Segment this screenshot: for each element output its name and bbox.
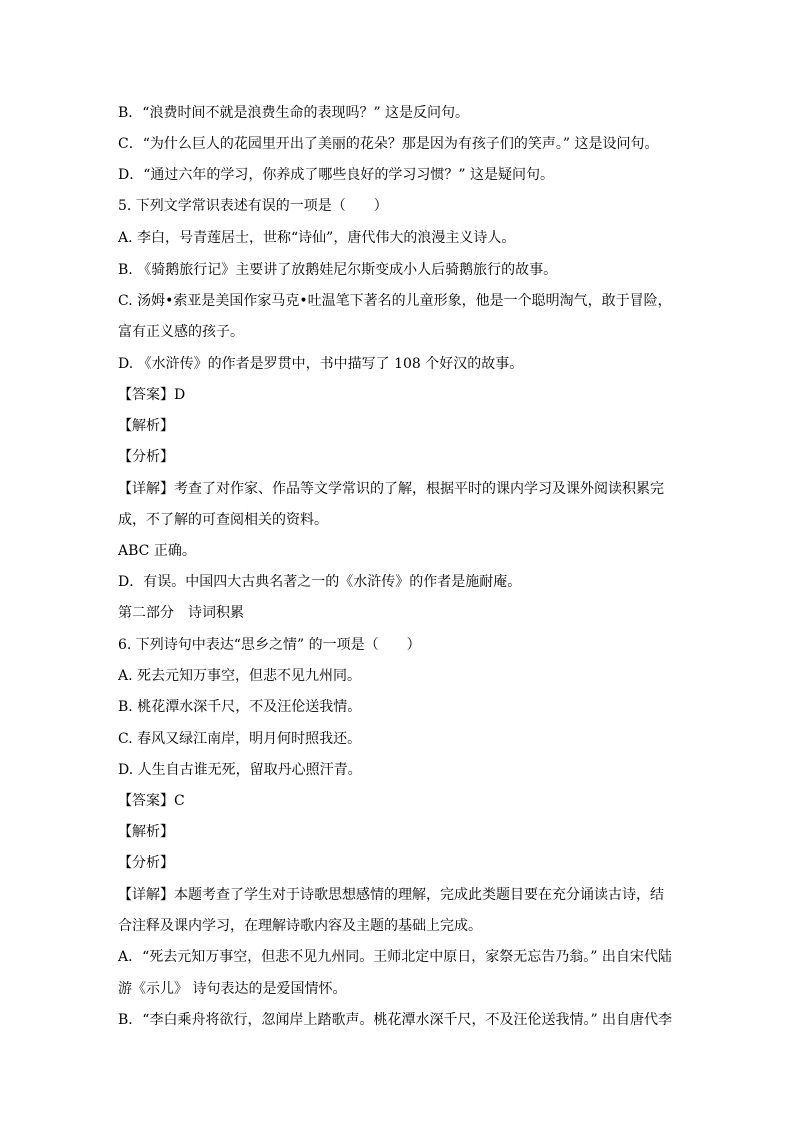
q5-option-c-continued: 富有正义感的孩子。 [118, 324, 244, 340]
section-2-heading: 第二部分 诗词积累 [118, 605, 244, 621]
q5-explanation-heading: 【解析】 [118, 418, 174, 434]
q5-analysis-heading: 【分析】 [118, 449, 174, 465]
q6-analysis-heading: 【分析】 [118, 855, 174, 871]
q6-option-a: A. 死去元知万事空，但悲不见九州同。 [118, 668, 362, 684]
option-c-self-answered-question: C．“为什么巨人的花园里开出了美丽的花朵？那是因为有孩子们的笑声。” 这是设问句。 [118, 136, 659, 152]
option-b-rhetorical-question: B．“浪费时间不就是浪费生命的表现吗？” 这是反问句。 [118, 105, 470, 121]
q5-option-c: C. 汤姆•索亚是美国作家马克•吐温笔下著名的儿童形象，他是一个聪明淘气，敢于冒险， [118, 293, 672, 309]
option-d-interrogative: D．“通过六年的学习，你养成了哪些良好的学习习惯？” 这是疑问句。 [118, 167, 554, 183]
q5-abc-correct: ABC 正确。 [118, 543, 196, 559]
q6-explain-a: A．“死去元知万事空，但悲不见九州同。王师北定中原日，家祭无忘告乃翁。” 出自宋代陆 [118, 949, 672, 965]
q5-detail-continued: 成，不了解的可查阅相关的资料。 [118, 512, 328, 528]
q6-explain-b: B．“李白乘舟将欲行，忽闻岸上踏歌声。桃花潭水深千尺，不及汪伦送我情。” 出自唐代李 [118, 1012, 673, 1028]
q6-explanation-heading: 【解析】 [118, 824, 174, 840]
q6-option-c: C. 春风又绿江南岸，明月何时照我还。 [118, 731, 362, 747]
question-6-stem: 6. 下列诗句中表达“思乡之情” 的一项是（ ） [118, 637, 421, 653]
q6-option-d: D. 人生自古谁无死，留取丹心照汗青。 [118, 762, 362, 778]
q5-option-d: D. 《水浒传》的作者是罗贯中，书中描写了 108 个好汉的故事。 [118, 356, 524, 372]
question-5-stem: 5. 下列文学常识表述有误的一项是（ ） [118, 198, 388, 214]
q5-option-a: A. 李白，号青莲居士，世称“诗仙”，唐代伟大的浪漫主义诗人。 [118, 230, 516, 246]
q6-detail: 【详解】本题考查了学生对于诗歌思想感情的理解，完成此类题目要在充分诵读古诗，结 [118, 887, 664, 903]
q6-answer: 【答案】C [118, 793, 185, 809]
q5-detail: 【详解】考查了对作家、作品等文学常识的了解，根据平时的课内学习及课外阅读积累完 [118, 481, 664, 497]
q5-answer: 【答案】D [118, 387, 186, 403]
q5-d-incorrect: D．有误。中国四大古典名著之一的《水浒传》的作者是施耐庵。 [118, 574, 522, 590]
q6-detail-continued: 合注释及课内学习，在理解诗歌内容及主题的基础上完成。 [118, 918, 482, 934]
q6-explain-a-continued: 游《示儿》 诗句表达的是爱国情怀。 [118, 981, 347, 997]
q6-option-b: B. 桃花潭水深千尺，不及汪伦送我情。 [118, 699, 362, 715]
q5-option-b: B. 《骑鹅旅行记》主要讲了放鹅娃尼尔斯变成小人后骑鹅旅行的故事。 [118, 262, 558, 278]
